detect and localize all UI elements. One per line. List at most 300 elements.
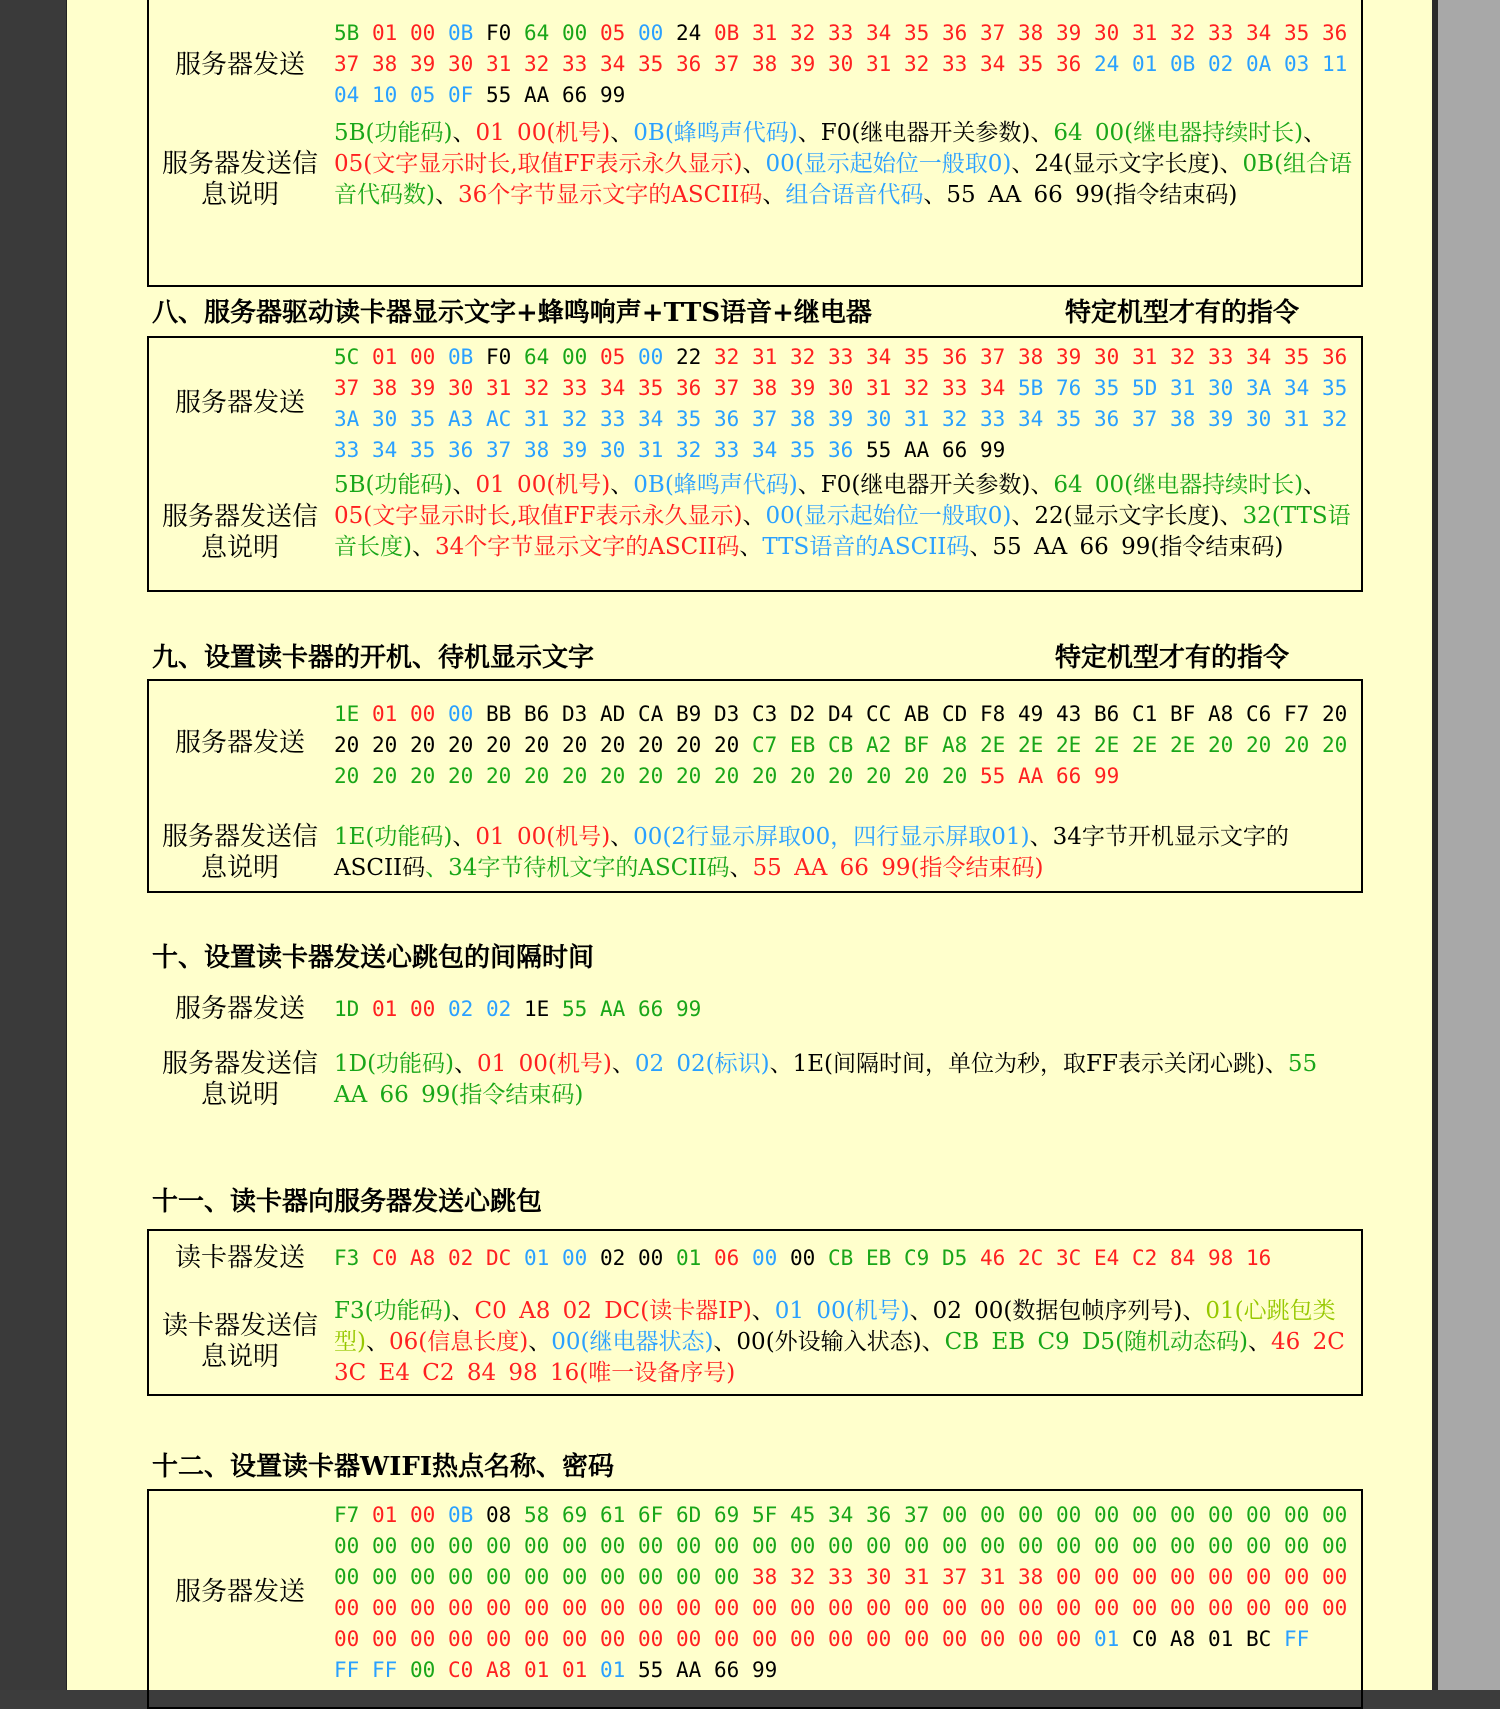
hex-byte: 00 [562, 21, 588, 45]
server-send-hex-12 [334, 1500, 1424, 1686]
hex-byte: BB [486, 702, 512, 726]
desc-segment: 55 AA 66 99(指令结束码) [334, 1051, 1318, 1108]
hex-byte: AA [904, 438, 930, 462]
hex-byte: 00 [942, 1627, 968, 1651]
server-desc-text-8 [334, 470, 1354, 563]
hex-byte: 5D [1132, 376, 1158, 400]
hex-byte: 38 [752, 52, 778, 76]
desc-segment: 5B(功能码) [334, 120, 453, 146]
server-desc-text-7 [334, 118, 1354, 211]
hex-byte: B9 [676, 702, 702, 726]
desc-segment: 、 [451, 1298, 475, 1324]
hex-byte: 31 [1284, 407, 1310, 431]
hex-byte: 1E [524, 997, 550, 1021]
desc-segment: 、 [762, 182, 786, 208]
hex-byte: 00 [1170, 1565, 1196, 1589]
hex-byte: 37 [980, 21, 1006, 45]
hex-byte: 20 [638, 764, 664, 788]
hex-byte: 31 [1132, 21, 1158, 45]
hex-byte: 66 [638, 997, 664, 1021]
hex-byte: EB [866, 1246, 892, 1270]
desc-segment: 05(文字显示时长,取值FF表示永久显示) [334, 503, 743, 529]
desc-segment: 、 [452, 824, 476, 850]
hex-byte: 38 [752, 376, 778, 400]
desc-segment: 、 [1030, 472, 1054, 498]
hex-byte: 2E [980, 733, 1006, 757]
hex-byte: 00 [1208, 1534, 1234, 1558]
desc-segment: 、 [1029, 824, 1053, 850]
reader-send-hex-11 [334, 1243, 1424, 1274]
hex-byte: 66 [942, 438, 968, 462]
hex-byte: 00 [1284, 1534, 1310, 1558]
hex-byte: 39 [1208, 407, 1234, 431]
hex-byte: 00 [676, 1627, 702, 1651]
hex-byte: 31 [1132, 345, 1158, 369]
desc-segment: 、 [739, 534, 763, 560]
hex-byte: 01 [676, 1246, 702, 1270]
hex-byte: 20 [1322, 702, 1348, 726]
hex-byte: 00 [752, 1596, 778, 1620]
hex-byte: 33 [828, 21, 854, 45]
hex-byte: 49 [1018, 702, 1044, 726]
hex-byte: F7 [334, 1503, 360, 1527]
hex-byte: 31 [486, 376, 512, 400]
hex-byte: 00 [524, 1565, 550, 1589]
desc-segment: 、 [797, 120, 821, 146]
desc-segment: 、 [1011, 151, 1035, 177]
hex-byte: 01 [372, 702, 398, 726]
hex-byte: 46 [980, 1246, 1006, 1270]
hex-byte: 00 [372, 1534, 398, 1558]
hex-byte: 11 [1322, 52, 1348, 76]
desc-segment: 02 00(数据包帧序列号) [932, 1298, 1183, 1324]
hex-byte: 00 [942, 1503, 968, 1527]
hex-byte: 00 [1170, 1596, 1196, 1620]
hex-byte: 01 [1208, 1627, 1234, 1651]
hex-byte: 00 [1094, 1503, 1120, 1527]
hex-byte: CA [638, 702, 664, 726]
hex-byte: 33 [562, 52, 588, 76]
hex-byte: 35 [1284, 345, 1310, 369]
hex-byte: 20 [866, 764, 892, 788]
hex-byte: 00 [524, 1596, 550, 1620]
hex-byte: C3 [752, 702, 778, 726]
hex-byte: D4 [828, 702, 854, 726]
hex-byte: 00 [790, 1534, 816, 1558]
hex-byte: 00 [372, 1627, 398, 1651]
hex-byte: 33 [562, 376, 588, 400]
hex-byte: D2 [790, 702, 816, 726]
hex-byte: 34 [866, 345, 892, 369]
hex-byte: 00 [410, 997, 436, 1021]
hex-byte: 24 [1094, 52, 1120, 76]
hex-byte: 0B [1170, 52, 1196, 76]
server-desc-label: 服务器发送信 息说明 [161, 1049, 318, 1110]
hex-byte: 2E [1094, 733, 1120, 757]
hex-byte: 43 [1056, 702, 1082, 726]
hex-byte: A8 [942, 733, 968, 757]
hex-byte: AA [600, 997, 626, 1021]
hex-byte: A8 [1208, 702, 1234, 726]
hex-line [334, 994, 1424, 1025]
hex-byte: 00 [1056, 1503, 1082, 1527]
hex-byte: 20 [714, 733, 740, 757]
hex-byte: 00 [410, 1534, 436, 1558]
hex-byte: CC [866, 702, 892, 726]
reader-desc-text-11 [334, 1296, 1354, 1389]
hex-byte: 36 [942, 21, 968, 45]
hex-byte: 05 [600, 21, 626, 45]
hex-byte: 32 [942, 407, 968, 431]
hex-byte: A2 [866, 733, 892, 757]
hex-byte: 31 [866, 52, 892, 76]
hex-byte: F3 [334, 1246, 360, 1270]
hex-byte: 66 [562, 83, 588, 107]
hex-byte: 20 [676, 764, 702, 788]
hex-byte: 2E [1132, 733, 1158, 757]
hex-byte: 24 [676, 21, 702, 45]
desc-segment: 00(继电器状态) [551, 1329, 714, 1355]
hex-byte: FF [334, 1658, 360, 1682]
hex-byte: 30 [828, 52, 854, 76]
desc-segment: 64 00(继电器持续时长) [1053, 472, 1304, 498]
hex-byte: 00 [600, 1565, 626, 1589]
hex-byte: 00 [790, 1627, 816, 1651]
desc-segment: F3(功能码) [334, 1298, 452, 1324]
hex-byte: 31 [1170, 376, 1196, 400]
hex-byte: 36 [1322, 345, 1348, 369]
hex-byte: 00 [942, 1596, 968, 1620]
hex-byte: 00 [448, 1565, 474, 1589]
hex-byte: 02 [448, 997, 474, 1021]
hex-byte: 00 [638, 21, 664, 45]
hex-byte: 32 [790, 1565, 816, 1589]
hex-byte: 02 [486, 997, 512, 1021]
server-desc-label: 服务器发送信 息说明 [161, 502, 318, 563]
hex-byte: 20 [410, 764, 436, 788]
hex-byte: C6 [1246, 702, 1272, 726]
hex-byte: 20 [448, 764, 474, 788]
server-send-label: 服务器发送 [174, 994, 305, 1024]
hex-byte: 35 [410, 438, 436, 462]
hex-byte: 00 [1246, 1534, 1272, 1558]
hex-byte: 00 [1208, 1596, 1234, 1620]
hex-byte: 00 [828, 1596, 854, 1620]
hex-byte: 00 [600, 1596, 626, 1620]
hex-byte: 30 [1094, 21, 1120, 45]
hex-byte: 20 [1246, 733, 1272, 757]
hex-byte: 38 [752, 1565, 778, 1589]
hex-byte: 31 [524, 407, 550, 431]
hex-byte: 30 [372, 407, 398, 431]
desc-segment: 55 AA 66 99(指令结束码) [752, 855, 1044, 881]
hex-byte: 00 [752, 1627, 778, 1651]
hex-byte: 37 [942, 1565, 968, 1589]
desc-segment: 1E(功能码) [334, 824, 453, 850]
hex-byte: CB [828, 1246, 854, 1270]
hex-byte: 99 [980, 438, 1006, 462]
desc-segment: 01 00(机号) [774, 1298, 910, 1324]
hex-byte: 34 [752, 438, 778, 462]
hex-line [334, 80, 1424, 111]
hex-byte: 76 [1056, 376, 1082, 400]
hex-byte: 20 [1322, 733, 1348, 757]
hex-byte: 34 [600, 52, 626, 76]
hex-byte: 00 [448, 1534, 474, 1558]
desc-segment: 00(显示起始位一般取0) [765, 503, 1012, 529]
hex-byte: 33 [980, 407, 1006, 431]
hex-byte: 39 [1056, 21, 1082, 45]
hex-byte: 20 [638, 733, 664, 757]
hex-byte: 35 [638, 376, 664, 400]
hex-byte: 00 [410, 345, 436, 369]
server-send-label: 服务器发送 [174, 728, 305, 758]
hex-byte: 00 [562, 1596, 588, 1620]
hex-byte: BF [1170, 702, 1196, 726]
hex-byte: 00 [828, 1627, 854, 1651]
hex-byte: 00 [1132, 1596, 1158, 1620]
hex-byte: 20 [524, 733, 550, 757]
hex-byte: 00 [448, 1596, 474, 1620]
hex-byte: A3 [448, 407, 474, 431]
hex-byte: 01 [372, 997, 398, 1021]
hex-byte: F8 [980, 702, 1006, 726]
hex-byte: 30 [1094, 345, 1120, 369]
hex-line [334, 1624, 1424, 1655]
server-desc-text-9 [334, 822, 1354, 884]
server-desc-label: 服务器发送信 息说明 [161, 822, 318, 883]
desc-segment: 、 [452, 472, 476, 498]
hex-byte: 36 [676, 376, 702, 400]
hex-byte: 34 [980, 52, 1006, 76]
hex-byte: 37 [714, 376, 740, 400]
hex-byte: 35 [1322, 376, 1348, 400]
hex-byte: BC [1246, 1627, 1272, 1651]
hex-byte: 0B [448, 345, 474, 369]
server-send-label: 服务器发送 [174, 388, 305, 418]
desc-segment: 、 [797, 472, 821, 498]
section-11-title: 十一、读卡器向服务器发送心跳包 [152, 1187, 543, 1217]
hex-byte: 32 [1322, 407, 1348, 431]
hex-byte: C9 [904, 1246, 930, 1270]
hex-byte: 38 [1170, 407, 1196, 431]
hex-byte: FF [372, 1658, 398, 1682]
hex-byte: 00 [942, 1534, 968, 1558]
desc-segment: 00(2行显示屏取00，四行显示屏取01) [633, 824, 1030, 850]
hex-byte: 00 [1284, 1565, 1310, 1589]
hex-byte: 35 [1018, 52, 1044, 76]
hex-byte: 33 [942, 52, 968, 76]
hex-byte: 00 [752, 1246, 778, 1270]
hex-byte: 00 [410, 1503, 436, 1527]
hex-byte: 00 [1284, 1596, 1310, 1620]
hex-byte: 36 [676, 52, 702, 76]
desc-segment: 、 [1182, 1298, 1206, 1324]
hex-byte: 39 [410, 52, 436, 76]
hex-byte: 06 [714, 1246, 740, 1270]
hex-byte: 20 [448, 733, 474, 757]
hex-byte: 20 [752, 764, 778, 788]
desc-segment: 01 00(机号) [475, 120, 611, 146]
hex-byte: 03 [1284, 52, 1310, 76]
hex-byte: 32 [676, 438, 702, 462]
desc-segment: 、 [611, 1051, 635, 1077]
hex-byte: 00 [790, 1596, 816, 1620]
hex-byte: 00 [562, 1246, 588, 1270]
hex-byte: 00 [1056, 1596, 1082, 1620]
section-9-title: 九、设置读卡器的开机、待机显示文字 特定机型才有的指令 [152, 643, 1290, 673]
hex-byte: 39 [828, 407, 854, 431]
desc-segment: 、 [1219, 151, 1243, 177]
hex-byte: E4 [1094, 1246, 1120, 1270]
hex-byte: 99 [1094, 764, 1120, 788]
hex-byte: 20 [562, 764, 588, 788]
hex-byte: 00 [1208, 1565, 1234, 1589]
hex-byte: 01 [524, 1658, 550, 1682]
hex-byte: 36 [942, 345, 968, 369]
hex-byte: AA [1018, 764, 1044, 788]
hex-byte: 00 [1056, 1627, 1082, 1651]
hex-byte: 35 [1094, 376, 1120, 400]
hex-byte: 0F [448, 83, 474, 107]
hex-byte: 1E [334, 702, 360, 726]
hex-byte: 34 [1246, 21, 1272, 45]
desc-segment: 、 [365, 1329, 389, 1355]
hex-byte: 00 [790, 1246, 816, 1270]
hex-byte: 39 [1056, 345, 1082, 369]
hex-byte: 00 [1132, 1565, 1158, 1589]
hex-byte: 00 [714, 1596, 740, 1620]
hex-byte: 5B [334, 21, 360, 45]
hex-byte: 00 [1322, 1534, 1348, 1558]
hex-byte: 55 [486, 83, 512, 107]
hex-byte: 66 [1056, 764, 1082, 788]
hex-byte: 02 [600, 1246, 626, 1270]
desc-segment: 、 [610, 824, 634, 850]
hex-byte: 39 [790, 376, 816, 400]
desc-segment: 、 [1303, 472, 1327, 498]
hex-byte: 01 [562, 1658, 588, 1682]
hex-byte: 00 [486, 1596, 512, 1620]
hex-byte: 33 [1208, 345, 1234, 369]
desc-segment: 、 [411, 534, 435, 560]
hex-byte: 00 [866, 1627, 892, 1651]
hex-byte: 20 [1208, 733, 1234, 757]
hex-line [334, 761, 1424, 792]
hex-byte: 00 [1094, 1565, 1120, 1589]
hex-line [334, 404, 1424, 435]
hex-byte: 20 [600, 764, 626, 788]
hex-byte: AB [904, 702, 930, 726]
hex-byte: 69 [714, 1503, 740, 1527]
hex-byte: 00 [1094, 1596, 1120, 1620]
desc-segment: 、 [1011, 503, 1035, 529]
hex-byte: 32 [1170, 345, 1196, 369]
desc-segment: 0B(组合语音代码数) [334, 151, 1353, 208]
viewer-scrollbar-track[interactable] [1438, 0, 1500, 1690]
hex-byte: 34 [372, 438, 398, 462]
hex-byte: 55 [638, 1658, 664, 1682]
hex-byte: 00 [562, 345, 588, 369]
desc-segment: 36个字节显示文字的ASCII码 [457, 182, 763, 208]
hex-byte: 00 [600, 1627, 626, 1651]
hex-byte: 34 [600, 376, 626, 400]
hex-byte: 31 [752, 21, 778, 45]
hex-byte: 35 [1056, 407, 1082, 431]
hex-byte: 69 [562, 1503, 588, 1527]
hex-byte: 22 [676, 345, 702, 369]
hex-byte: 00 [334, 1596, 360, 1620]
hex-line [334, 1655, 1424, 1686]
hex-byte: 20 [372, 764, 398, 788]
server-send-label: 服务器发送 [174, 50, 305, 80]
hex-byte: 36 [1322, 21, 1348, 45]
hex-byte: A8 [486, 1658, 512, 1682]
hex-byte: 00 [676, 1534, 702, 1558]
hex-byte: 32 [904, 376, 930, 400]
section-10-title: 十、设置读卡器发送心跳包的间隔时间 [152, 943, 595, 973]
hex-line [334, 699, 1424, 730]
hex-byte: 38 [372, 52, 398, 76]
hex-byte: 00 [638, 1246, 664, 1270]
hex-byte: 37 [752, 407, 778, 431]
hex-byte: 38 [1018, 345, 1044, 369]
desc-segment: 、 [452, 120, 476, 146]
desc-segment: 、 [769, 1051, 793, 1077]
hex-byte: 00 [448, 702, 474, 726]
hex-byte: 37 [904, 1503, 930, 1527]
hex-byte: CB [828, 733, 854, 757]
hex-line [334, 49, 1424, 80]
hex-byte: 64 [524, 345, 550, 369]
hex-byte: 6D [676, 1503, 702, 1527]
hex-line [334, 1500, 1424, 1531]
hex-byte: 00 [980, 1503, 1006, 1527]
hex-byte: 37 [334, 376, 360, 400]
hex-byte: 37 [1132, 407, 1158, 431]
hex-byte: 37 [486, 438, 512, 462]
hex-line [334, 1243, 1424, 1274]
desc-segment: 、 [1248, 1329, 1272, 1355]
hex-byte: 00 [714, 1565, 740, 1589]
hex-byte: C2 [1132, 1246, 1158, 1270]
hex-byte: C1 [1132, 702, 1158, 726]
hex-byte: 0B [448, 1503, 474, 1527]
hex-byte: 00 [410, 1658, 436, 1682]
hex-byte: 20 [904, 764, 930, 788]
hex-byte: 00 [638, 1565, 664, 1589]
hex-byte: 00 [638, 1534, 664, 1558]
hex-byte: 00 [638, 345, 664, 369]
server-send-hex-9 [334, 699, 1424, 792]
hex-byte: 34 [638, 407, 664, 431]
desc-segment: 01(心跳包类型) [334, 1298, 1336, 1355]
hex-byte: 20 [1284, 733, 1310, 757]
hex-byte: F0 [486, 21, 512, 45]
hex-byte: 38 [372, 376, 398, 400]
hex-byte: 36 [714, 407, 740, 431]
hex-byte: AC [486, 407, 512, 431]
desc-segment: 5B(功能码) [334, 472, 453, 498]
desc-segment: 、 [454, 1051, 478, 1077]
hex-byte: 00 [866, 1534, 892, 1558]
desc-segment: 01 00(机号) [477, 1051, 612, 1077]
desc-segment: 、 [742, 151, 766, 177]
hex-byte: 31 [752, 345, 778, 369]
section-12-title: 十二、设置读卡器WIFI热点名称、密码 [152, 1452, 614, 1482]
hex-byte: D3 [714, 702, 740, 726]
hex-byte: 04 [334, 83, 360, 107]
